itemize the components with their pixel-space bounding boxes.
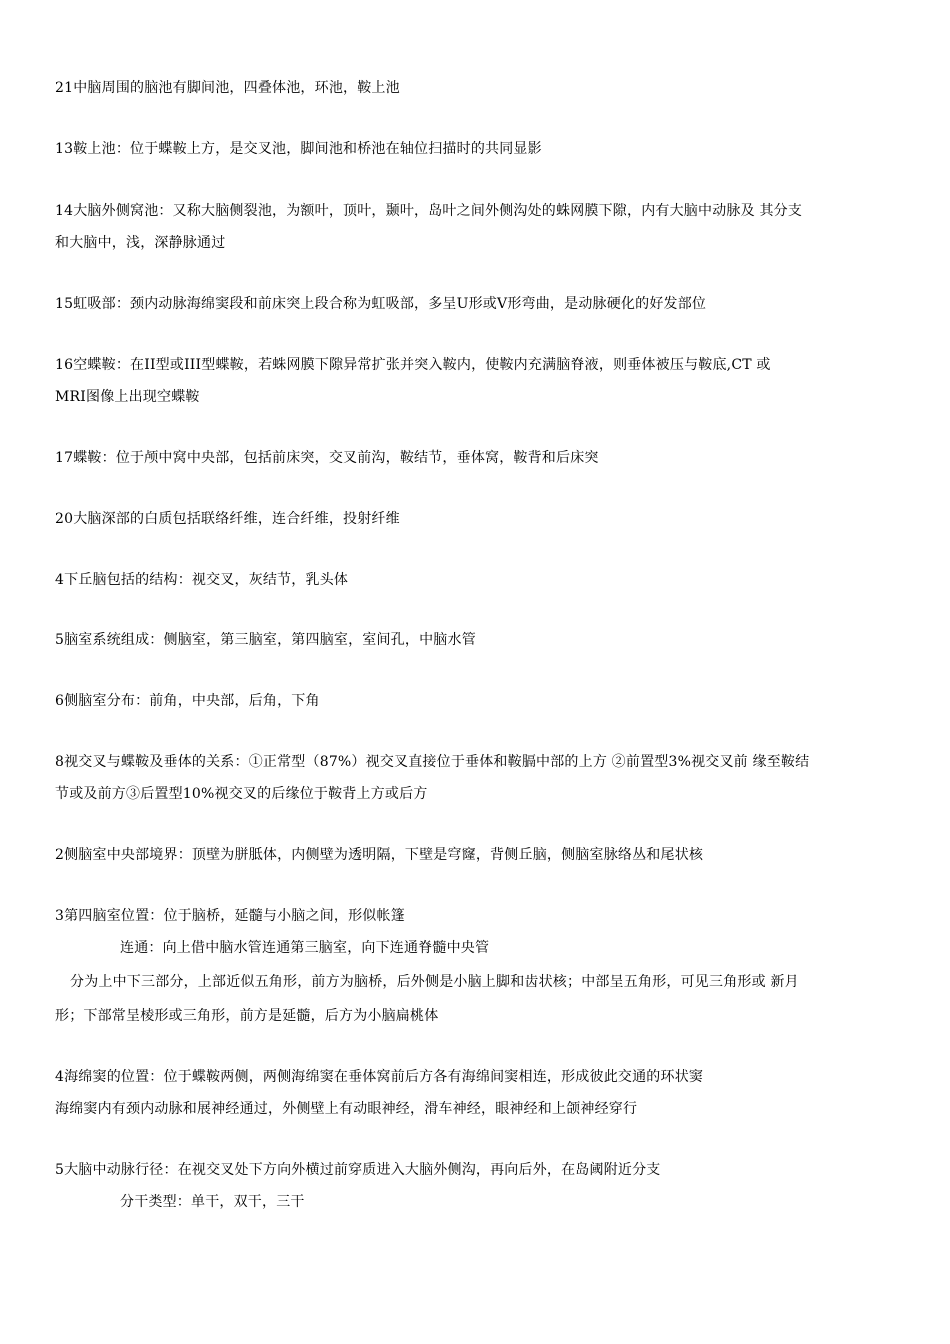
paragraph-5b-line-2: 分干类型：单干，双干，三干 <box>120 1194 305 1210</box>
paragraph-2-line-1: 2侧脑室中央部境界：顶壁为胼胝体，内侧壁为透明隔，下壁是穹窿，背侧丘脑，侧脑室脉络丛和尾状核 <box>55 847 704 863</box>
paragraph-14-line-2: 和大脑中，浅，深静脉通过 <box>55 235 226 251</box>
paragraph-4a-line-1: 4下丘脑包括的结构：视交叉，灰结节，乳头体 <box>55 572 349 588</box>
paragraph-6-line-1: 6侧脑室分布：前角，中央部，后角，下角 <box>55 693 320 709</box>
paragraph-15-line-1: 15虹吸部：颈内动脉海绵窦段和前床突上段合称为虹吸部，多呈U形或V形弯曲，是动脉硬化的好发部位 <box>55 296 707 312</box>
paragraph-20-line-1: 20大脑深部的白质包括联络纤维，连合纤维，投射纤维 <box>55 511 400 527</box>
paragraph-8-line-2: 节或及前方③后置型10%视交叉的后缘位于鞍背上方或后方 <box>55 786 428 802</box>
paragraph-5b-line-1: 5大脑中动脉行径：在视交叉处下方向外横过前穿质进入大脑外侧沟，再向后外，在岛阈附近分支 <box>55 1162 661 1178</box>
paragraph-5a-line-1: 5脑室系统组成：侧脑室，第三脑室，第四脑室，室间孔，中脑水管 <box>55 632 476 648</box>
paragraph-8-line-1: 8视交叉与蝶鞍及垂体的关系：①正常型（87%）视交叉直接位于垂体和鞍膈中部的上方 ②前置型3%视交叉前 缘至鞍结 <box>55 754 810 770</box>
paragraph-4b-line-1: 4海绵窦的位置：位于蝶鞍两侧，两侧海绵窦在垂体窝前后方各有海绵间窦相连，形成彼此交通的环状窦 <box>55 1069 704 1085</box>
paragraph-3-line-4: 形；下部常呈棱形或三角形，前方是延髓，后方为小脑扁桃体 <box>55 1008 439 1024</box>
paragraph-16-line-1: 16空蝶鞍：在II型或III型蝶鞍，若蛛网膜下隙异常扩张并突入鞍内，使鞍内充满脑脊液，则垂体被压与鞍底,CT 或 <box>55 357 771 373</box>
paragraph-16-line-2: MRI图像上出现空蝶鞍 <box>55 389 200 405</box>
paragraph-3-line-1: 3第四脑室位置：位于脑桥，延髓与小脑之间，形似帐篷 <box>55 908 405 924</box>
paragraph-3-line-2: 连通：向上借中脑水管连通第三脑室，向下连通脊髓中央管 <box>120 940 490 956</box>
paragraph-4b-line-2: 海绵窦内有颈内动脉和展神经通过，外侧壁上有动眼神经，滑车神经，眼神经和上颌神经穿行 <box>55 1101 638 1117</box>
paragraph-21-line-1: 21中脑周围的脑池有脚间池，四叠体池，环池，鞍上池 <box>55 80 400 96</box>
paragraph-13-line-1: 13鞍上池：位于蝶鞍上方，是交叉池，脚间池和桥池在轴位扫描时的共同显影 <box>55 141 542 157</box>
paragraph-3-line-3: 分为上中下三部分，上部近似五角形，前方为脑桥，后外侧是小脑上脚和齿状核；中部呈五角形，可见三角形或 新月 <box>70 974 799 990</box>
paragraph-14-line-1: 14大脑外侧窝池：又称大脑侧裂池，为额叶，顶叶，颞叶，岛叶之间外侧沟处的蛛网膜下隙，内有大脑中动脉及 其分支 <box>55 203 803 219</box>
paragraph-17-line-1: 17蝶鞍：位于颅中窝中央部，包括前床突，交叉前沟，鞍结节，垂体窝，鞍背和后床突 <box>55 450 599 466</box>
